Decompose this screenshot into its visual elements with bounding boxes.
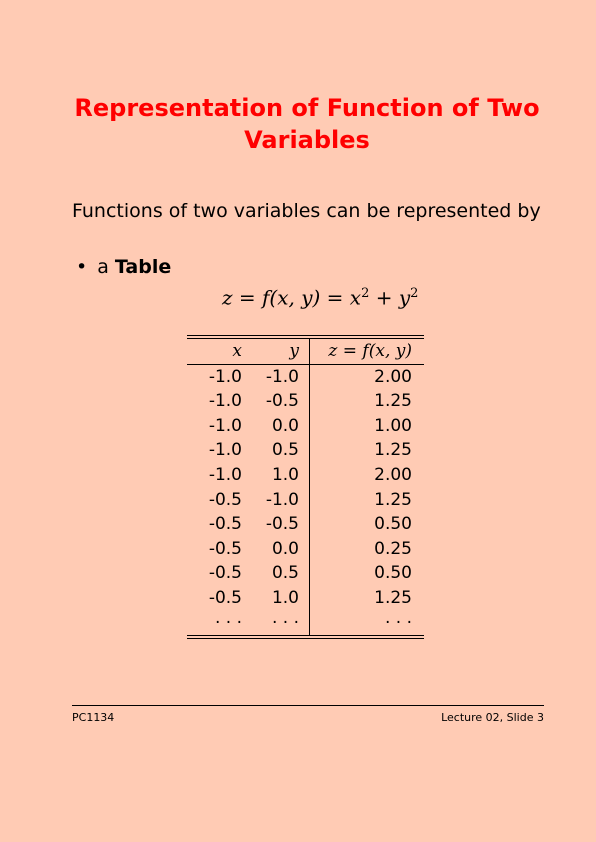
cell-x: -0.5 [208,587,242,608]
cell-z: 2.00 [310,463,425,488]
bullet-icon: • [76,256,88,278]
cell-z: 1.25 [310,586,425,611]
cell-x: -1.0 [208,415,242,436]
cell-z: 0.25 [310,537,425,562]
cell-y: 0.0 [271,415,299,436]
footer-slide-ref: Lecture 02, Slide 3 [441,711,544,724]
intro-text: Functions of two variables can be represented by [72,200,541,222]
table-row [187,561,424,586]
cell-y: 0.5 [271,440,299,461]
cell-z: 0.50 [310,512,425,537]
cell-x: · · · [214,612,242,633]
cell-z: · · · [310,611,425,636]
table-row [187,586,424,611]
footer-divider [72,705,544,706]
bullet-item-table [76,254,171,280]
table-row [187,364,424,389]
cell-y: 1.0 [271,464,299,485]
table-header-row [187,339,424,364]
cell-x: -1.0 [208,464,242,485]
cell-z: 1.00 [310,414,425,439]
table-row [187,512,424,537]
cell-y: -1.0 [265,366,299,387]
cell-z: 1.25 [310,438,425,463]
cell-x: -1.0 [208,366,242,387]
cell-y: -0.5 [265,391,299,412]
cell-x: -1.0 [208,391,242,412]
formula-lhs: z = f(x, y) = x [222,285,362,310]
cell-y: 0.5 [271,563,299,584]
table-row [187,537,424,562]
cell-z: 1.25 [310,488,425,513]
formula-mid: + y [369,285,411,310]
cell-x: -0.5 [208,514,242,535]
table-row [187,488,424,513]
formula-exp1: 2 [361,286,370,301]
header-y: y [246,339,310,364]
cell-x: -0.5 [208,538,242,559]
table-row [187,438,424,463]
table-bottom-rule [187,635,424,639]
header-x: x [187,339,246,364]
table-row [187,389,424,414]
cell-x: -0.5 [208,489,242,510]
cell-z: 2.00 [310,364,425,389]
cell-z: 1.25 [310,389,425,414]
cell-x: -1.0 [208,440,242,461]
cell-y: -0.5 [265,514,299,535]
cell-y: · · · [271,612,299,633]
bullet-bold-label: Table [114,256,172,278]
values-table [187,335,424,639]
cell-x: -0.5 [208,563,242,584]
header-z: z = f(x, y) [310,339,425,364]
cell-z: 0.50 [310,561,425,586]
bullet-prefix: a [97,256,109,278]
slide-title: Representation of Function of Two Variables [74,94,540,154]
cell-y: 0.0 [271,538,299,559]
table-row [187,611,424,636]
table-row [187,463,424,488]
cell-y: 1.0 [271,587,299,608]
formula [222,280,418,312]
table-row [187,414,424,439]
footer-course: PC1134 [72,711,115,724]
cell-y: -1.0 [265,489,299,510]
formula-exp2: 2 [410,286,419,301]
